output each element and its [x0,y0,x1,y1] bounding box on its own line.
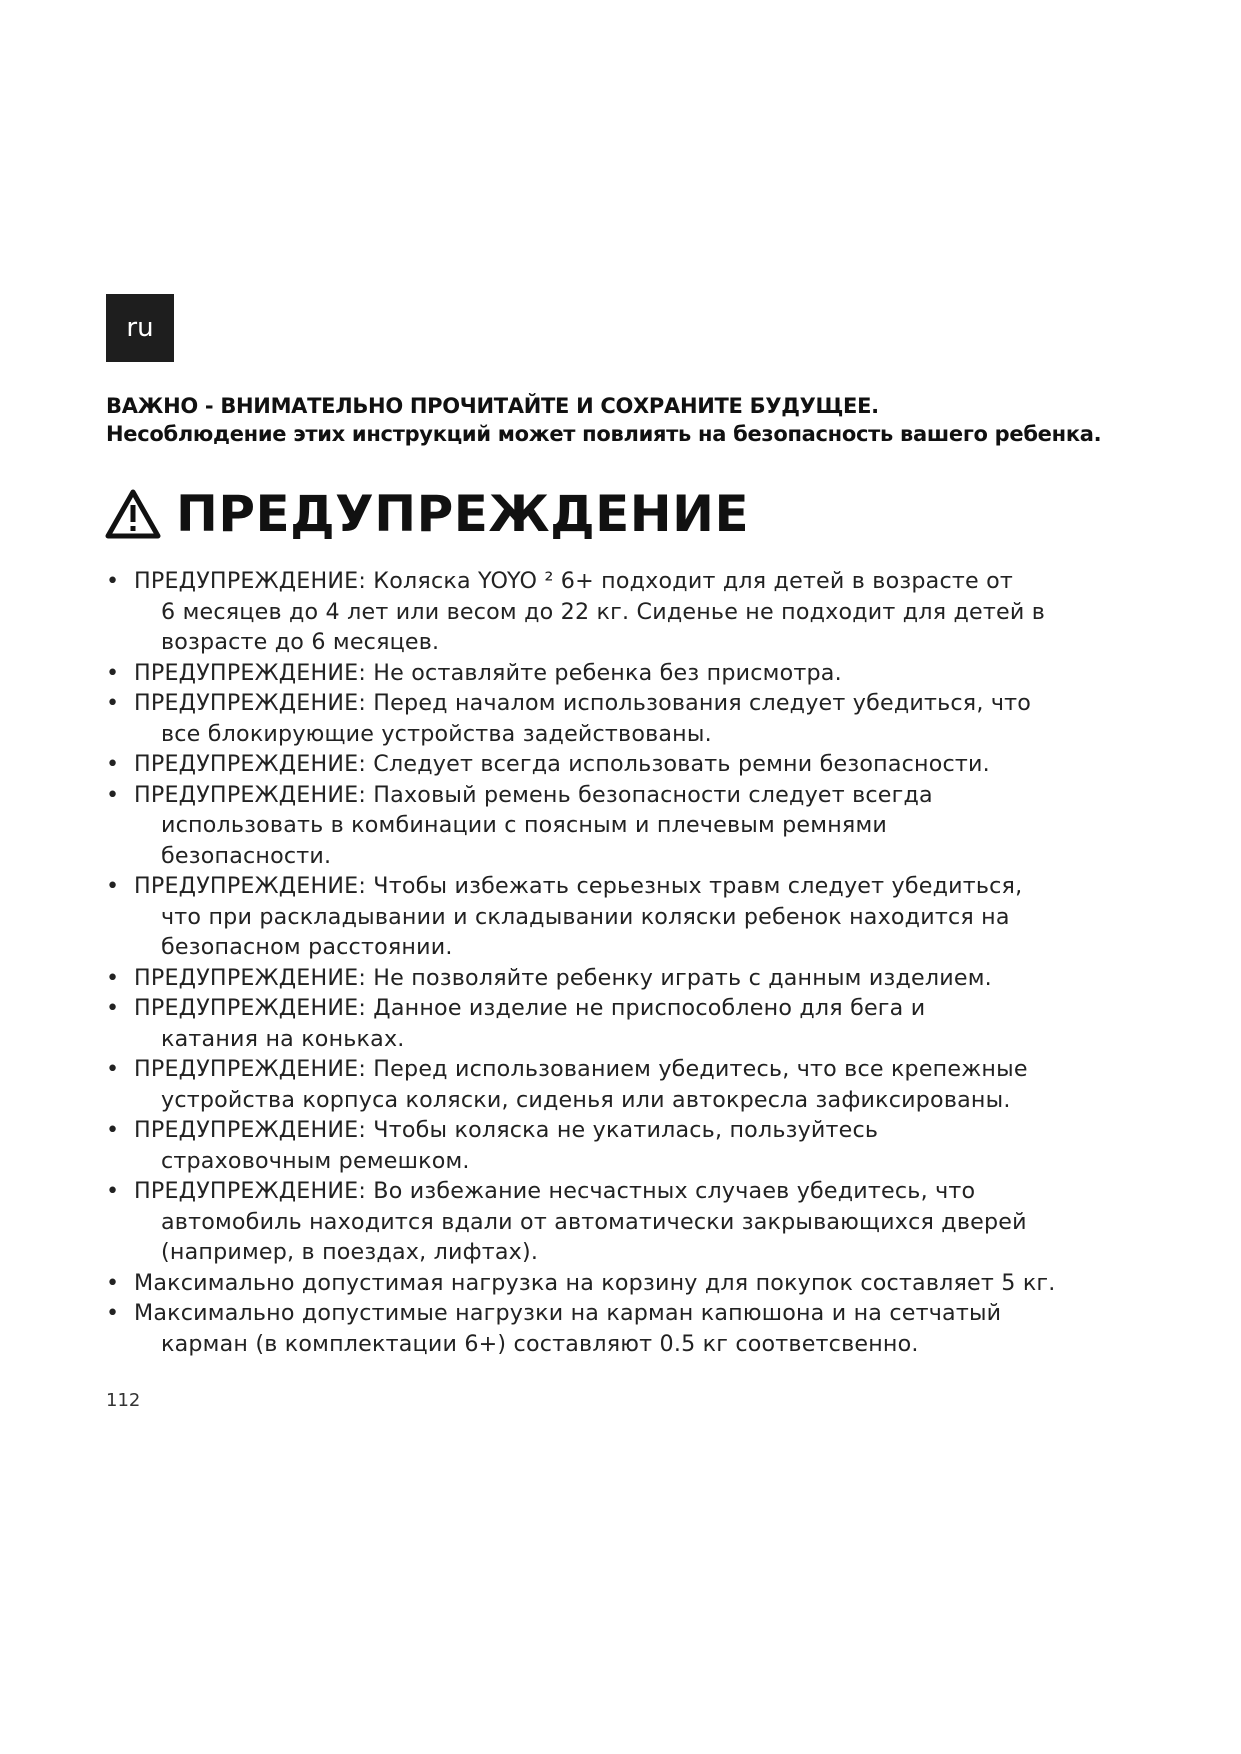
bullet-icon: • [106,568,120,594]
warning-item-line: Максимально допустимая нагрузка на корзину для покупок составляет 5 кг. [134,1269,1056,1296]
warning-item-line: ПРЕДУПРЕЖДЕНИЕ: Не оставляйте ребенка без присмотра. [134,659,842,686]
warning-item [106,871,1156,963]
warning-item-line: ПРЕДУПРЕЖДЕНИЕ: Перед использованием убедитесь, что все крепежные [134,1056,1028,1082]
bullet-icon: • [106,873,120,899]
bullet-icon: • [106,995,120,1021]
important-notice [106,392,1166,448]
warning-item-line: что при раскладывании и складывании коляски ребенок находится на [161,903,1010,930]
warning-item [106,658,1156,689]
warning-item-line: автомобиль находится вдали от автоматически закрывающихся дверей [161,1208,1027,1235]
warning-item-line: использовать в комбинации с поясным и плечевым ремнями [161,812,888,838]
warning-item-line: ПРЕДУПРЕЖДЕНИЕ: Во избежание несчастных случаев убедитесь, что [134,1178,976,1204]
language-code: ru [126,313,154,343]
warning-item-line: ПРЕДУПРЕЖДЕНИЕ: Чтобы коляска не укатилась, пользуйтесь [134,1117,879,1143]
warning-item [106,963,1156,994]
bullet-icon: • [106,1300,120,1326]
warning-item-line: ПРЕДУПРЕЖДЕНИЕ: Паховый ремень безопасности следует всегда [134,781,933,808]
warning-item [106,1298,1156,1359]
important-line-2: Несоблюдение этих инструкций может повлиять на безопасность вашего ребенка. [106,422,1102,446]
page-number: 112 [106,1390,141,1411]
warning-item-line: ПРЕДУПРЕЖДЕНИЕ: Не позволяйте ребенку играть с данным изделием. [134,964,992,991]
warning-item-line: безопасности. [161,842,332,869]
warning-item [106,1054,1156,1115]
warning-heading [104,484,749,544]
bullet-icon: • [106,1056,120,1082]
warning-item-line: устройства корпуса коляски, сиденья или автокресла зафиксированы. [161,1086,1011,1113]
warning-item-line: ПРЕДУПРЕЖДЕНИЕ: Данное изделие не приспособлено для бега и [134,995,926,1021]
warning-list [106,566,1156,1359]
warning-item [106,993,1156,1054]
warning-item-line: ПРЕДУПРЕЖДЕНИЕ: Коляска YOYO ² 6+ подходит для детей в возрасте от [134,568,1013,594]
warning-item-line: 6 месяцев до 4 лет или весом до 22 кг. Сиденье не подходит для детей в [161,598,1046,625]
warning-item-line: ПРЕДУПРЕЖДЕНИЕ: Чтобы избежать серьезных травм следует убедиться, [134,873,1023,899]
warning-item-line: страховочным ремешком. [161,1147,470,1174]
warning-item-line: безопасном расстоянии. [161,934,453,960]
bullet-icon: • [106,659,120,686]
warning-item [106,1176,1156,1268]
bullet-icon: • [106,781,120,808]
bullet-icon: • [106,690,120,716]
warning-item [106,1115,1156,1176]
warning-triangle-icon [104,488,162,540]
warning-item [106,688,1156,749]
warning-title: ПРЕДУПРЕЖДЕНИЕ [176,485,750,543]
warning-item-line: Максимально допустимые нагрузки на карман капюшона и на сетчатый [134,1300,1002,1326]
warning-item-line: возрасте до 6 месяцев. [161,629,440,655]
bullet-icon: • [106,1117,120,1143]
warning-item-line: (например, в поездах, лифтах). [161,1239,539,1265]
warning-item-line: катания на коньках. [161,1025,405,1052]
warning-item-line: ПРЕДУПРЕЖДЕНИЕ: Следует всегда использовать ремни безопасности. [134,751,990,777]
bullet-icon: • [106,1178,120,1204]
warning-item-line: ПРЕДУПРЕЖДЕНИЕ: Перед началом использования следует убедиться, что [134,690,1032,716]
bullet-icon: • [106,964,120,991]
warning-item-line: все блокирующие устройства задействованы. [161,720,712,747]
language-badge [106,294,174,362]
important-line-1: ВАЖНО - ВНИМАТЕЛЬНО ПРОЧИТАЙТЕ И СОХРАНИТЕ БУДУЩЕЕ. [106,394,879,418]
bullet-icon: • [106,1269,120,1296]
warning-item [106,566,1156,658]
bullet-icon: • [106,751,120,777]
warning-item [106,1268,1156,1299]
warning-item [106,780,1156,872]
warning-item-line: карман (в комплектации 6+) составляют 0.5 кг соответсвенно. [161,1330,919,1357]
warning-item [106,749,1156,780]
